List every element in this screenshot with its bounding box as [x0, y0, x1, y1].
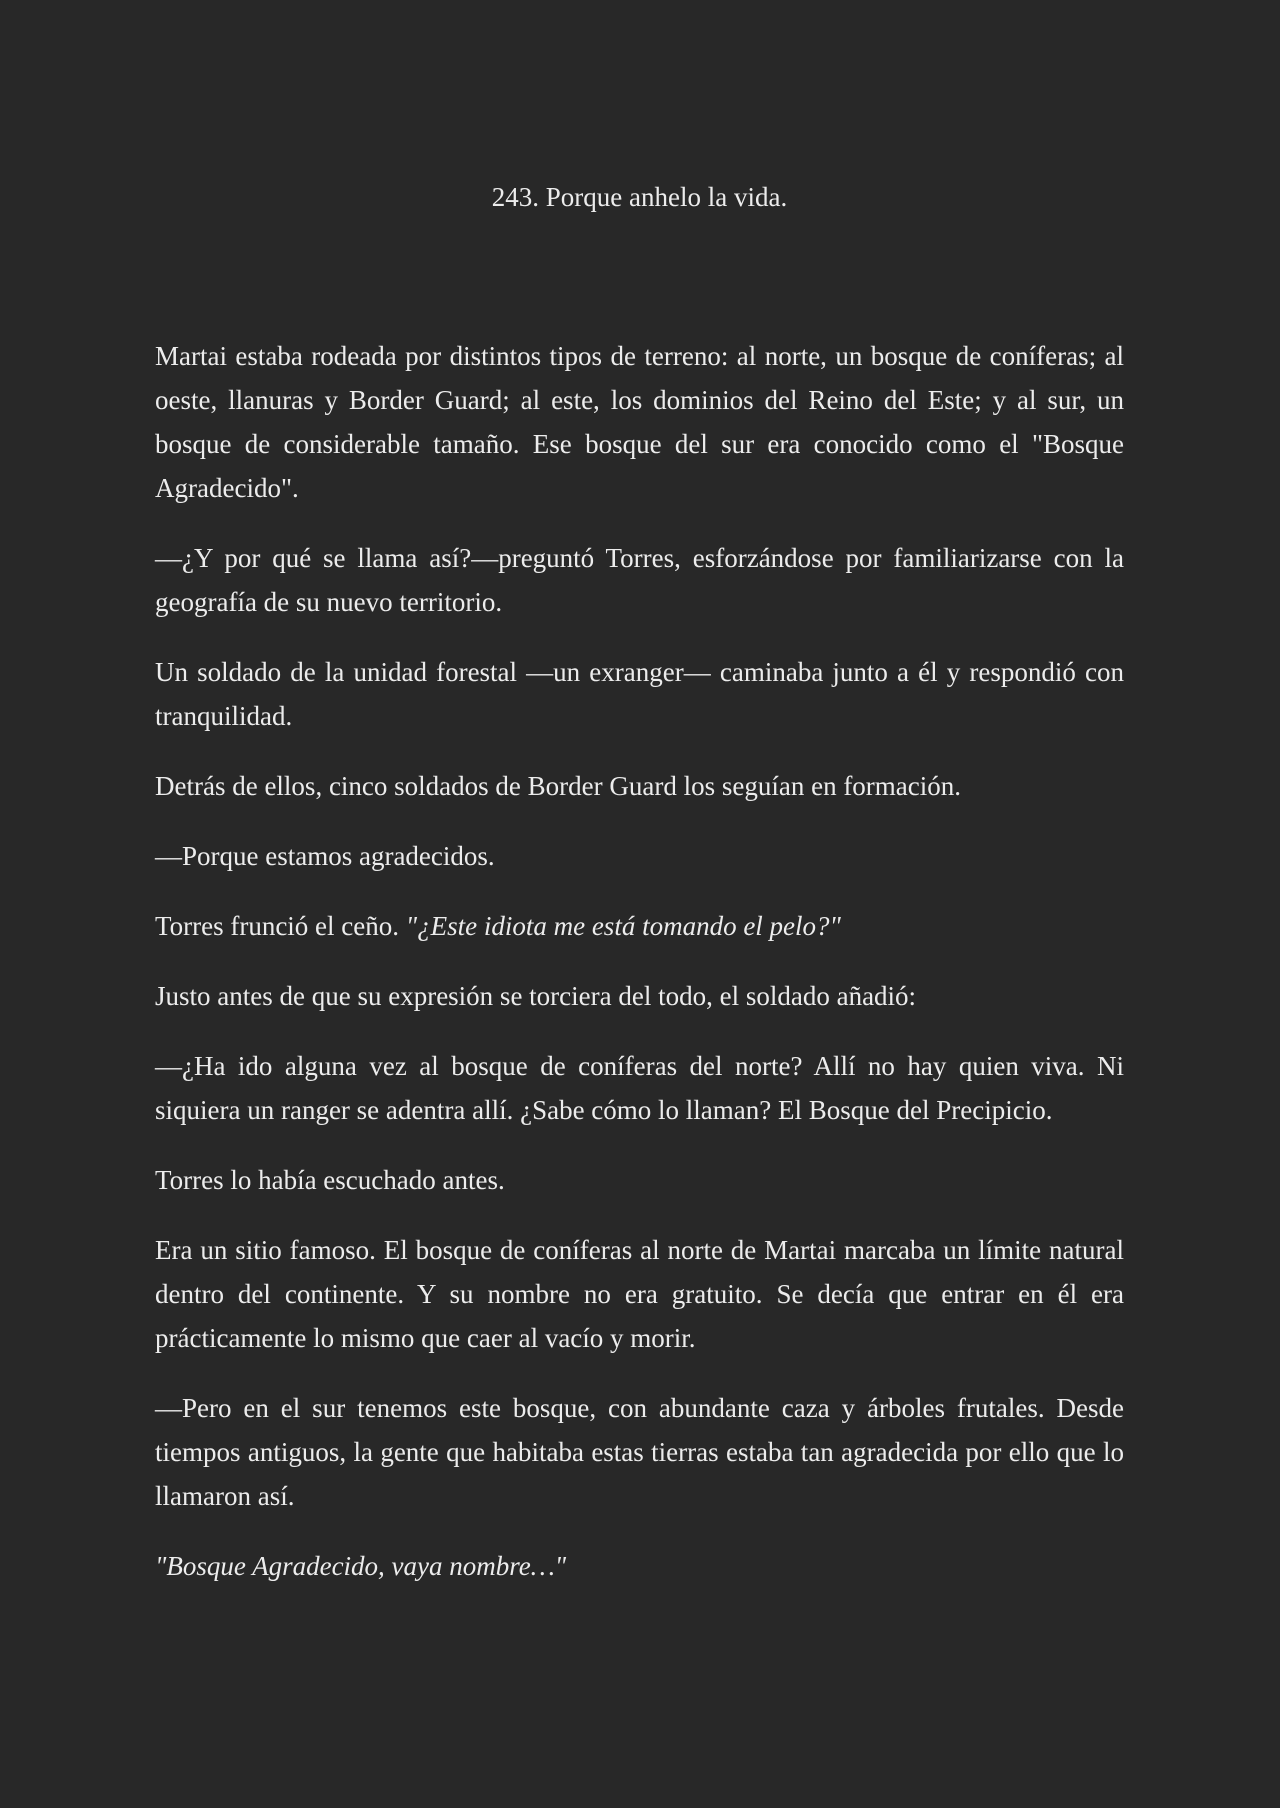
- paragraph: Era un sitio famoso. El bosque de coníferas al norte de Martai marcaba un límite natural dentro del continente. Y su nombre no era gratuito. Se decía que entrar en él era prácticamente lo mismo que caer al vacío y morir.: [155, 1235, 1124, 1353]
- paragraph: Martai estaba rodeada por distintos tipos de terreno: al norte, un bosque de coníferas; al oeste, llanuras y Border Guard; al este, los dominios del Reino del Este; y al sur, un bosque de considerable tamaño. Ese bosque del sur era conocido como el "Bosque Agradecido".: [155, 341, 1124, 503]
- paragraph: Un soldado de la unidad forestal —un exranger— caminaba junto a él y respondió con tranquilidad.: [155, 657, 1124, 731]
- paragraph: —¿Y por qué se llama así?—preguntó Torres, esforzándose por familiarizarse con la geografía de su nuevo territorio.: [155, 543, 1124, 617]
- inner-thought: "¿Este idiota me está tomando el pelo?": [405, 911, 841, 941]
- chapter-body: [155, 334, 1124, 1614]
- chapter-title: 243. Porque anhelo la vida.: [491, 182, 788, 212]
- paragraph: —Porque estamos agradecidos.: [155, 841, 495, 871]
- paragraph-text: Torres frunció el ceño.: [155, 911, 406, 941]
- paragraph: Torres lo había escuchado antes.: [155, 1165, 505, 1195]
- inner-thought-paragraph: "Bosque Agradecido, vaya nombre…": [155, 1551, 567, 1581]
- paragraph: Justo antes de que su expresión se torciera del todo, el soldado añadió:: [155, 981, 917, 1011]
- paragraph: —¿Ha ido alguna vez al bosque de coníferas del norte? Allí no hay quien viva. Ni siquiera un ranger se adentra allí. ¿Sabe cómo lo llaman? El Bosque del Precipicio.: [155, 1051, 1124, 1125]
- paragraph: [155, 904, 1124, 948]
- paragraph: Detrás de ellos, cinco soldados de Border Guard los seguían en formación.: [155, 771, 962, 801]
- paragraph: —Pero en el sur tenemos este bosque, con abundante caza y árboles frutales. Desde tiempos antiguos, la gente que habitaba estas tierras estaba tan agradecida por ello que lo llamaron así.: [155, 1393, 1124, 1511]
